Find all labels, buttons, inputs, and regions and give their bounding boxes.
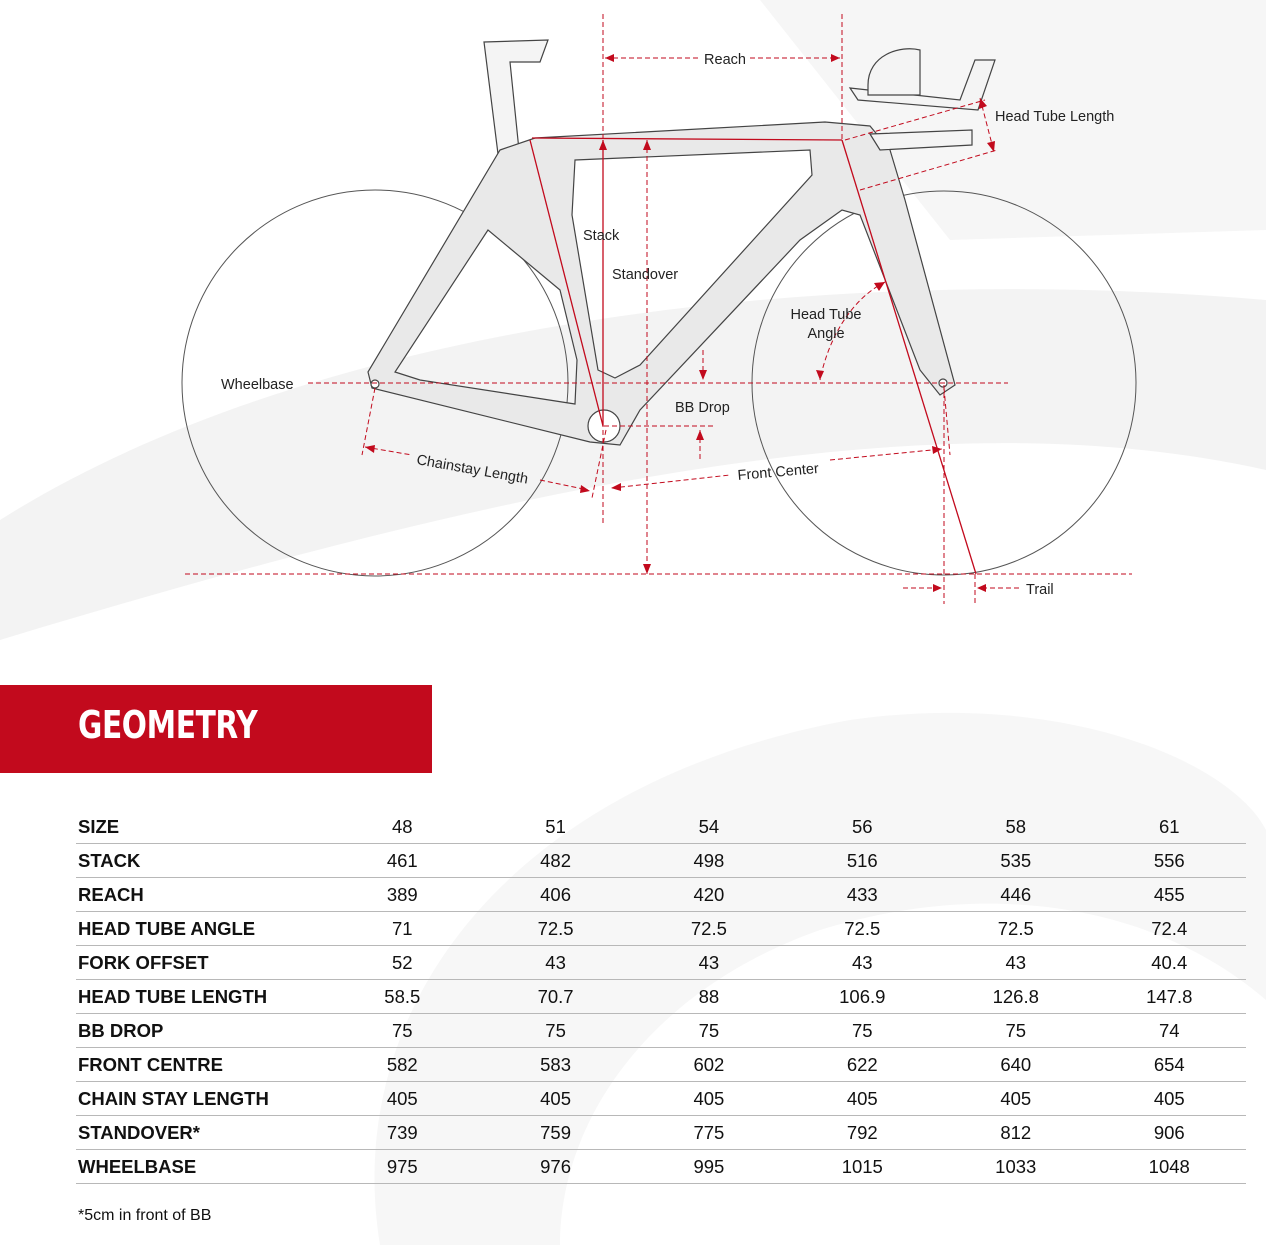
row-label: BB DROP [76, 1014, 326, 1048]
table-cell: 622 [786, 1048, 939, 1082]
row-label: STACK [76, 844, 326, 878]
front-center-line-2 [830, 449, 942, 460]
table-cell: 583 [479, 1048, 632, 1082]
table-cell: 446 [939, 878, 1092, 912]
hta-arrow-2 [816, 370, 824, 380]
front-center-line [612, 475, 730, 488]
table-row [76, 878, 1246, 912]
table-cell: 43 [479, 946, 632, 980]
row-label: HEAD TUBE LENGTH [76, 980, 326, 1014]
table-cell: 58.5 [326, 980, 479, 1014]
geometry-title: GEOMETRY [78, 703, 258, 747]
table-cell: 405 [326, 1082, 479, 1116]
table-cell: 43 [786, 946, 939, 980]
table-row [76, 1116, 1246, 1150]
table-cell: 739 [326, 1116, 479, 1150]
table-cell: 640 [939, 1048, 1092, 1082]
table-cell: 70.7 [479, 980, 632, 1014]
row-label: HEAD TUBE ANGLE [76, 912, 326, 946]
chainstay-tick-r [362, 388, 375, 455]
table-cell: 976 [479, 1150, 632, 1184]
label-reach: Reach [704, 52, 746, 68]
table-cell: 535 [939, 844, 1092, 878]
table-cell: 556 [1093, 844, 1247, 878]
label-head-tube-angle-2: Angle [807, 326, 845, 342]
table-row [76, 912, 1246, 946]
table-cell: 461 [326, 844, 479, 878]
table-cell: 389 [326, 878, 479, 912]
table-cell: 975 [326, 1150, 479, 1184]
table-cell: 405 [1093, 1082, 1247, 1116]
table-cell: 54 [632, 810, 785, 844]
table-cell: 75 [939, 1014, 1092, 1048]
table-cell: 40.4 [1093, 946, 1247, 980]
cs-arrow-right [580, 485, 590, 493]
table-cell: 602 [632, 1048, 785, 1082]
table-cell: 61 [1093, 810, 1247, 844]
fc-tick [944, 388, 950, 455]
table-cell: 906 [1093, 1116, 1247, 1150]
table-cell: 654 [1093, 1048, 1247, 1082]
table-cell: 88 [632, 980, 785, 1014]
reach-arrow-left [605, 54, 614, 62]
table-cell: 759 [479, 1116, 632, 1150]
table-cell: 1048 [1093, 1150, 1247, 1184]
geometry-banner [0, 685, 432, 773]
row-label: REACH [76, 878, 326, 912]
basebar [870, 130, 972, 150]
label-bb-drop: BB Drop [675, 400, 730, 416]
cs-arrow-left [365, 445, 375, 453]
table-cell: 56 [786, 810, 939, 844]
table-cell: 43 [632, 946, 785, 980]
table-cell: 792 [786, 1116, 939, 1150]
bb-drop-arrow-bottom [696, 430, 704, 440]
table-cell: 48 [326, 810, 479, 844]
table-cell: 72.5 [786, 912, 939, 946]
table-cell: 1033 [939, 1150, 1092, 1184]
table-cell: 74 [1093, 1014, 1247, 1048]
label-front-center: Front Center [736, 460, 820, 484]
table-cell: 498 [632, 844, 785, 878]
trail-arrow-right [977, 584, 986, 592]
table-row [76, 1082, 1246, 1116]
table-cell: 516 [786, 844, 939, 878]
table-cell: 72.5 [632, 912, 785, 946]
row-label: FRONT CENTRE [76, 1048, 326, 1082]
table-cell: 71 [326, 912, 479, 946]
row-label: SIZE [76, 810, 326, 844]
footnote: *5cm in front of BB [78, 1207, 212, 1224]
table-cell: 405 [786, 1082, 939, 1116]
hta-arrow [874, 282, 885, 291]
reach-arrow-right [831, 54, 840, 62]
table-row [76, 946, 1246, 980]
fc-arrow-left [611, 483, 621, 491]
table-cell: 106.9 [786, 980, 939, 1014]
htl-arrow-top [979, 98, 987, 109]
standover-arrow-bottom [643, 564, 651, 574]
table-cell: 72.4 [1093, 912, 1247, 946]
table-cell: 58 [939, 810, 1092, 844]
table-row [76, 1150, 1246, 1184]
table-row [76, 1014, 1246, 1048]
bike-frame [368, 122, 955, 445]
table-cell: 75 [632, 1014, 785, 1048]
table-row [76, 1048, 1246, 1082]
label-chainstay-length: Chainstay Length [415, 452, 530, 488]
table-cell: 75 [786, 1014, 939, 1048]
table-cell: 582 [326, 1048, 479, 1082]
table-cell: 405 [632, 1082, 785, 1116]
label-head-tube-angle-1: Head Tube [790, 307, 862, 323]
row-label: STANDOVER* [76, 1116, 326, 1150]
table-cell: 775 [632, 1116, 785, 1150]
table-cell: 995 [632, 1150, 785, 1184]
table-cell: 812 [939, 1116, 1092, 1150]
table-cell: 406 [479, 878, 632, 912]
label-stack: Stack [583, 228, 620, 244]
table-cell: 75 [326, 1014, 479, 1048]
table-row [76, 844, 1246, 878]
row-label: CHAIN STAY LENGTH [76, 1082, 326, 1116]
htl-arrow-bottom [987, 141, 995, 152]
table-cell: 147.8 [1093, 980, 1247, 1014]
steering-axis [842, 140, 976, 574]
row-label: FORK OFFSET [76, 946, 326, 980]
table-cell: 72.5 [939, 912, 1092, 946]
label-standover: Standover [612, 267, 679, 283]
table-cell: 51 [479, 810, 632, 844]
table-cell: 405 [939, 1082, 1092, 1116]
table-cell: 43 [939, 946, 1092, 980]
row-label: WHEELBASE [76, 1150, 326, 1184]
label-trail: Trail [1026, 582, 1054, 598]
arm-pad [868, 49, 920, 95]
table-cell: 72.5 [479, 912, 632, 946]
table-cell: 433 [786, 878, 939, 912]
table-cell: 455 [1093, 878, 1247, 912]
table-cell: 420 [632, 878, 785, 912]
geometry-table [76, 810, 1246, 1184]
table-cell: 1015 [786, 1150, 939, 1184]
trail-arrow-left [933, 584, 942, 592]
rear-axle [371, 380, 379, 388]
table-cell: 75 [479, 1014, 632, 1048]
label-wheelbase: Wheelbase [221, 377, 294, 393]
table-row [76, 810, 1246, 844]
table-cell: 482 [479, 844, 632, 878]
table-cell: 126.8 [939, 980, 1092, 1014]
bb-drop-arrow-top [699, 370, 707, 380]
label-head-tube-length: Head Tube Length [995, 109, 1115, 125]
table-row [76, 980, 1246, 1014]
table-cell: 52 [326, 946, 479, 980]
table-cell: 405 [479, 1082, 632, 1116]
